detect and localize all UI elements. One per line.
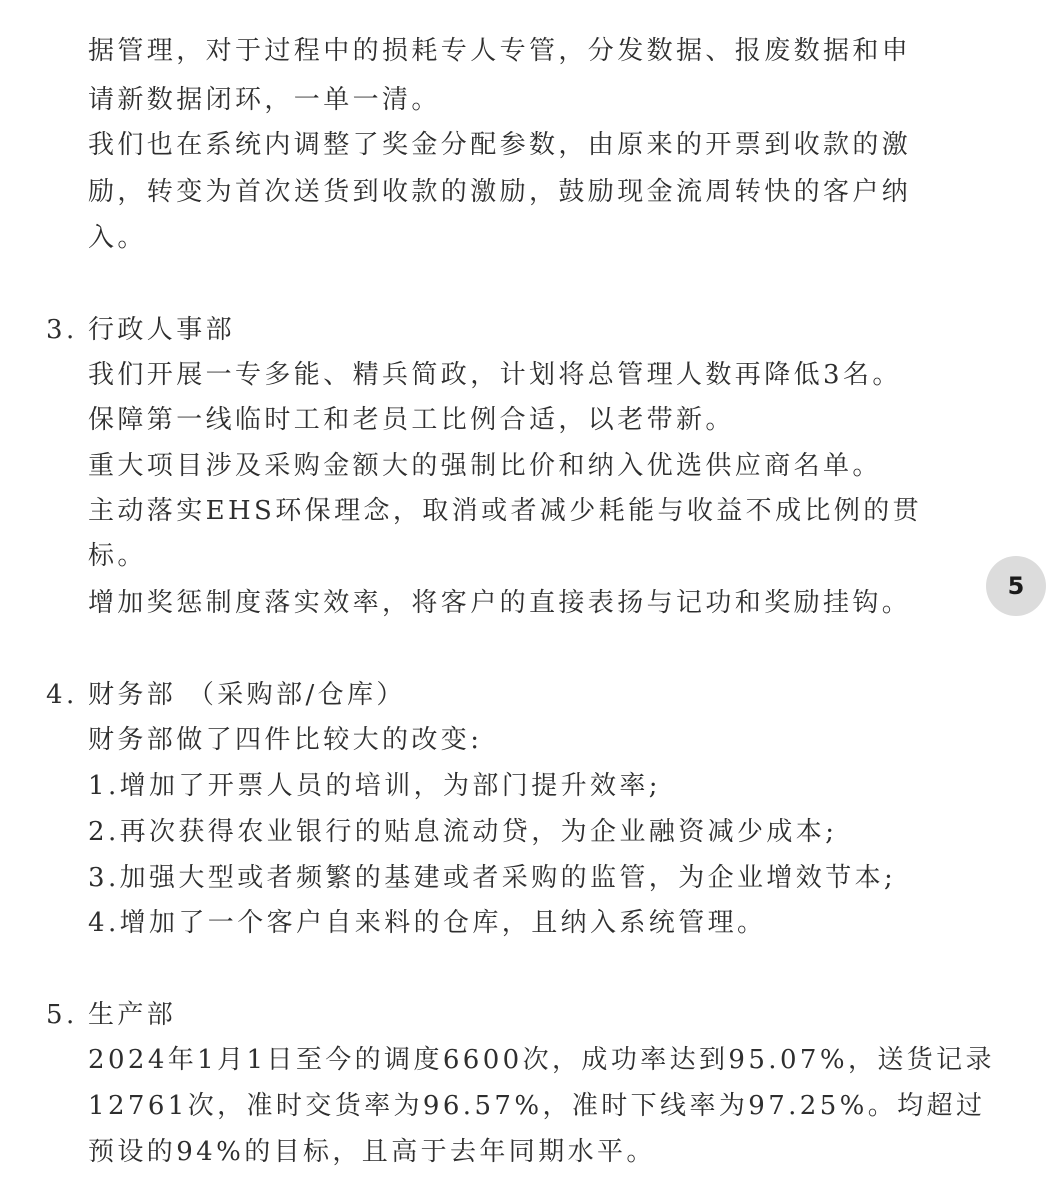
- section-heading-3: [46, 315, 235, 345]
- section-number: 5.: [46, 1000, 78, 1030]
- section-line: 财务部做了四件比较大的改变:: [88, 725, 483, 755]
- page-number-badge: [986, 556, 1046, 616]
- section-heading-4: [46, 680, 406, 710]
- section-title: 财务部 （采购部/仓库）: [88, 680, 406, 710]
- section-title: 行政人事部: [88, 315, 236, 345]
- section-line: 2024年1月1日至今的调度6600次，成功率达到95.07%，送货记录: [88, 1045, 995, 1075]
- section-line: 预设的94%的目标，且高于去年同期水平。: [88, 1137, 656, 1167]
- intro-line: 我们也在系统内调整了奖金分配参数，由原来的开票到收款的激: [88, 130, 912, 160]
- section-line: 我们开展一专多能、精兵简政，计划将总管理人数再降低3名。: [88, 360, 902, 390]
- intro-line: 请新数据闭环，一单一清。: [88, 85, 441, 115]
- section-number: 4.: [46, 680, 78, 710]
- section-line: 1.增加了开票人员的培训，为部门提升效率;: [88, 771, 661, 801]
- section-line: 4.增加了一个客户自来料的仓库，且纳入系统管理。: [88, 908, 767, 938]
- section-line: 12761次，准时交货率为96.57%，准时下线率为97.25%。均超过: [88, 1091, 986, 1121]
- intro-line: 励，转变为首次送货到收款的激励，鼓励现金流周转快的客户纳: [88, 177, 912, 207]
- section-title: 生产部: [88, 1000, 177, 1030]
- section-line: 2.再次获得农业银行的贴息流动贷，为企业融资减少成本;: [88, 817, 838, 847]
- section-line: 3.加强大型或者频繁的基建或者采购的监管，为企业增效节本;: [88, 863, 897, 893]
- section-line: 重大项目涉及采购金额大的强制比价和纳入优选供应商名单。: [88, 451, 882, 481]
- section-number: 3.: [46, 315, 78, 345]
- section-line: 保障第一线临时工和老员工比例合适，以老带新。: [88, 405, 735, 435]
- section-line: 主动落实EHS环保理念，取消或者减少耗能与收益不成比例的贯: [88, 496, 923, 526]
- page-number: 5: [1007, 572, 1025, 600]
- intro-line: 入。: [88, 223, 147, 253]
- section-line: 标。: [88, 541, 147, 571]
- section-heading-5: [46, 1000, 176, 1030]
- section-line: 增加奖惩制度落实效率，将客户的直接表扬与记功和奖励挂钩。: [88, 588, 912, 618]
- intro-line: 据管理，对于过程中的损耗专人专管，分发数据、报废数据和申: [88, 36, 912, 66]
